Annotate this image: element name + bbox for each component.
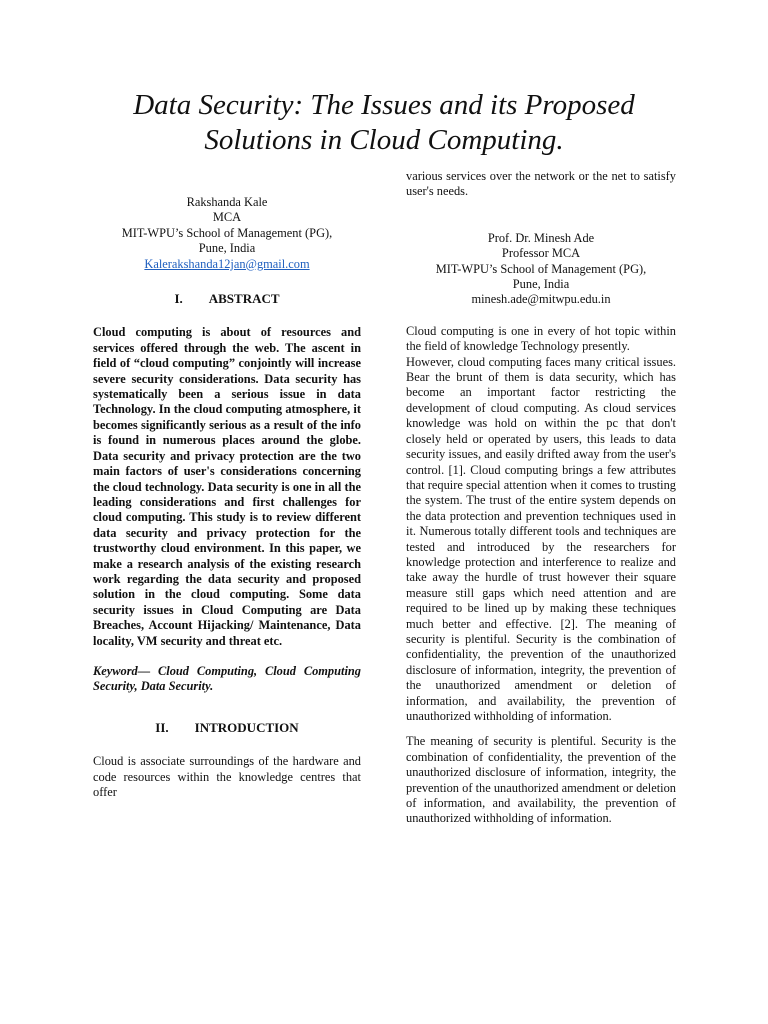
- abstract-text: Cloud computing is about of resources and services offered through the web. The ascent in field of “cloud computing” conjointly will increase severe security considerations. Data security has systematically been a serious issue in data Technology. In the cloud computing atmosphere, it becomes significantly serious as a result of the info is found in numerous places around the globe. Data security and privacy protection are the two main factors of user's considerations concerning the cloud technology. Data security is one in all the leading considerations and first challenges for cloud computing. This study is to review different data security and privacy protection for the trustworthy cloud environment. In this paper, we make a research analysis of the existing research work regarding the data security and proposed solution in the cloud computing. Some data security issues in Cloud Computing are Data Breaches, Account Hijacking/ Maintenance, Data locality, VM security and threat etc.: [93, 325, 361, 648]
- author-block-1: [93, 195, 361, 272]
- author-1-location: Pune, India: [198, 241, 256, 256]
- keywords: Keyword— Cloud Computing, Cloud Computing Security, Data Security.: [93, 663, 361, 694]
- introduction-continuation: various services over the network or the net to satisfy user's needs.: [406, 169, 676, 199]
- introduction-heading-number: II.: [155, 719, 169, 735]
- author-block-2: [406, 231, 676, 308]
- author-1-email-link[interactable]: Kalerakshanda12jan@gmail.com: [144, 256, 310, 271]
- author-2-affiliation: MIT-WPU’s School of Management (PG),: [435, 261, 647, 276]
- right-column: [406, 169, 676, 827]
- body-paragraph-3: The meaning of security is plentiful. Security is the combination of confidentiality, the prevention of the unauthorized disclosure of information, integrity, the prevention of the unauthorized amendment or deletion of information, and availability, the prevention of unauthorized withholding of information.: [406, 734, 676, 826]
- author-2-location: Pune, India: [512, 277, 570, 292]
- paper-title: [60, 88, 708, 158]
- author-1-affiliation: MIT-WPU’s School of Management (PG),: [121, 225, 333, 240]
- author-1-degree: MCA: [212, 210, 242, 225]
- author-2-name: Prof. Dr. Minesh Ade: [487, 230, 595, 245]
- introduction-heading-label: INTRODUCTION: [194, 719, 299, 735]
- paper-title-line-2: Solutions in Cloud Computing.: [204, 124, 564, 156]
- body-paragraph-1: Cloud computing is one in every of hot topic within the field of knowledge Technology presently.: [406, 323, 676, 354]
- author-1-name: Rakshanda Kale: [186, 195, 268, 209]
- paper-title-line-1: Data Security: The Issues and its Proposed: [133, 89, 635, 121]
- introduction-text: Cloud is associate surroundings of the hardware and code resources within the knowledge centres that offer: [93, 754, 361, 799]
- author-2-email: minesh.ade@mitwpu.edu.in: [471, 292, 611, 307]
- author-2-role: Professor MCA: [501, 246, 581, 261]
- introduction-heading: [93, 720, 361, 735]
- left-column: [93, 195, 361, 800]
- abstract-heading-label: ABSTRACT: [208, 291, 280, 307]
- body-paragraph-2: However, cloud computing faces many critical issues. Bear the brunt of them is data security, which has become an important factor restricting the development of cloud computing. As cloud services knowledge was hold on within the pc that don't closely held or operated by users, this leads to data security issues, and easily drifted away from the user's control. [1]. Cloud computing brings a few attributes that require special attention when it comes to trusting the system. The trust of the entire system depends on the data protection and prevention techniques used in it. Numerous totally different tools and techniques are tested and introduced by the researchers for knowledge protection and interference to realize and take away the hurdle of trust however their square measure still gaps which need attention and are required to be lined up by making these techniques much better and effective. [2]. The meaning of security is plentiful. Security is the combination of confidentiality, the prevention of the unauthorized disclosure of information, integrity, the prevention of the unauthorized amendment or deletion of information, and availability, the prevention of unauthorized withholding of information.: [406, 354, 676, 723]
- abstract-heading-number: I.: [174, 291, 183, 307]
- abstract-heading: [93, 291, 361, 306]
